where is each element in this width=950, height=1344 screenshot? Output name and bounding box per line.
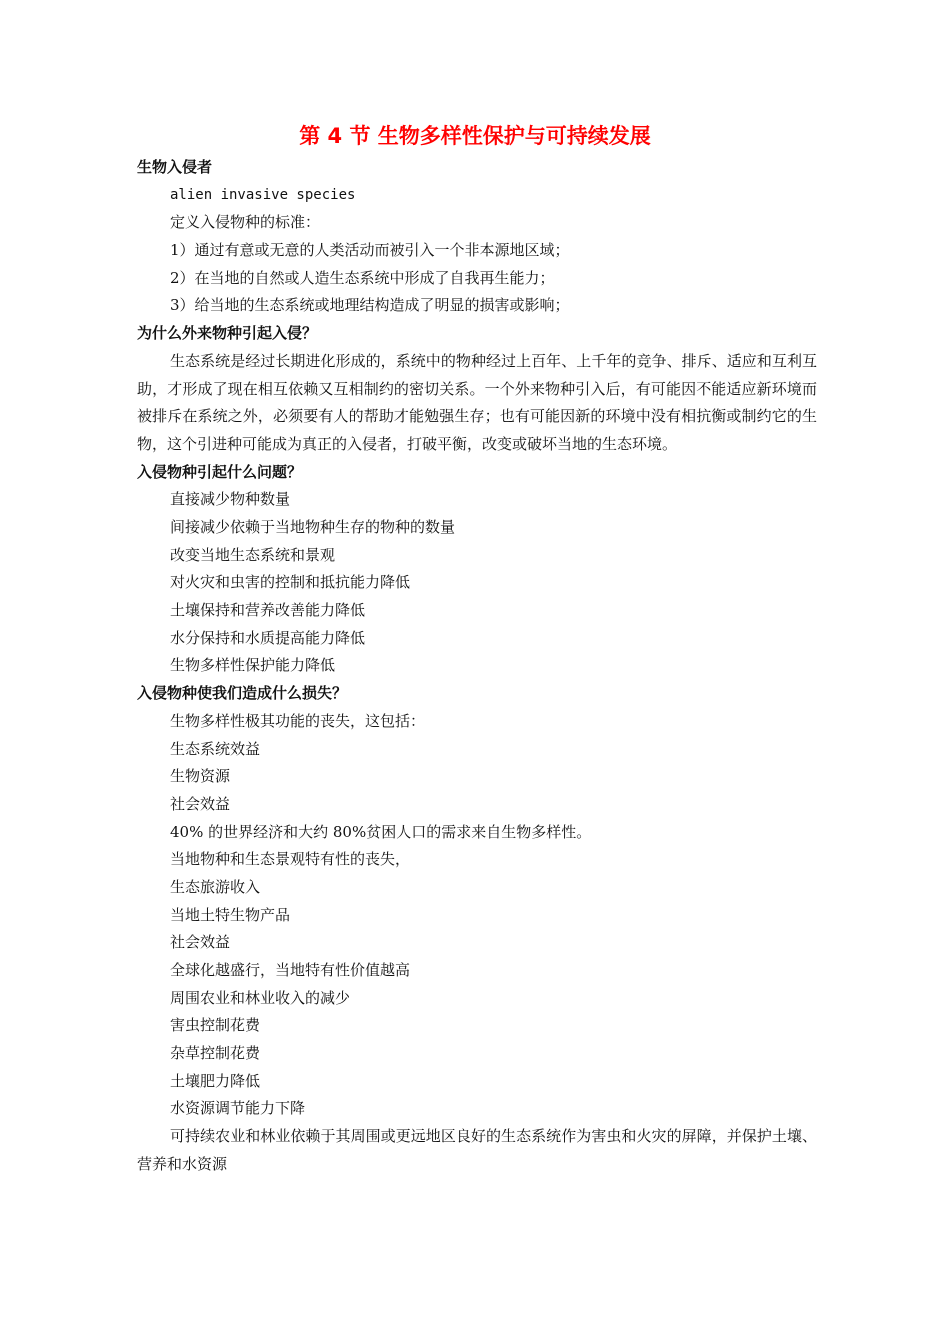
text-line: 杂草控制花费 bbox=[170, 1044, 261, 1063]
text-line: 生物多样性保护能力降低 bbox=[170, 656, 336, 675]
paragraph: 生态系统是经过长期进化形成的，系统中的物种经过上百年、上千年的竞争、排斥、适应和互利互助，才形成了现在相互依赖又互相制约的密切关系。一个外来物种引入后，有可能因不能适应新环境而被排斥在系统之外，必须要有人的帮助才能勉强生存；也有可能因新的环境中没有相抗衡或制约它的生物，这个引进种可能成为真正的入侵者，打破平衡，改变或破坏当地的生态环境。 bbox=[137, 351, 817, 453]
text-line: 40% 的世界经济和大约 80%贫困人口的需求来自生物多样性。 bbox=[170, 822, 592, 841]
document-body bbox=[137, 154, 817, 1179]
text-line: 生物多样性极其功能的丧失，这包括： bbox=[170, 711, 426, 730]
text-line: 改变当地生态系统和景观 bbox=[170, 545, 336, 564]
text-line: 2）在当地的自然或人造生态系统中形成了自我再生能力； bbox=[170, 268, 555, 287]
text-line: 社会效益 bbox=[170, 933, 231, 952]
paragraph: 可持续农业和林业依赖于其周围或更远地区良好的生态系统作为害虫和火灾的屏障，并保护土壤、营养和水资源 bbox=[137, 1127, 817, 1173]
text-line: alien invasive species bbox=[170, 186, 356, 203]
text-line: 对火灾和虫害的控制和抵抗能力降低 bbox=[170, 573, 411, 592]
text-line: 全球化越盛行，当地特有性价值越高 bbox=[170, 961, 411, 979]
page-title: 第 4 节 生物多样性保护与可持续发展 bbox=[299, 124, 651, 148]
text-line: 定义入侵物种的标准： bbox=[170, 213, 321, 232]
text-line: 1）通过有意或无意的人类活动而被引入一个非本源地区域； bbox=[170, 241, 570, 260]
text-line: 土壤保持和营养改善能力降低 bbox=[170, 601, 366, 620]
text-line: 当地土特生物产品 bbox=[170, 905, 291, 924]
text-line: 直接减少物种数量 bbox=[170, 490, 291, 509]
section-heading-losses: 入侵物种使我们造成什么损失？ bbox=[137, 684, 348, 703]
text-line: 当地物种和生态景观特有性的丧失， bbox=[170, 850, 411, 869]
text-line: 间接减少依赖于当地物种生存的物种的数量 bbox=[170, 518, 456, 536]
text-line: 3）给当地的生态系统或地理结构造成了明显的损害或影响； bbox=[170, 296, 570, 315]
section-heading-problems: 入侵物种引起什么问题？ bbox=[137, 462, 303, 481]
text-line: 水分保持和水质提高能力降低 bbox=[170, 628, 366, 647]
section-heading-invaders: 生物入侵者 bbox=[137, 158, 213, 176]
text-line: 生态旅游收入 bbox=[170, 877, 261, 896]
text-line: 生物资源 bbox=[170, 767, 231, 786]
text-line: 水资源调节能力下降 bbox=[170, 1099, 306, 1118]
text-line: 周围农业和林业收入的减少 bbox=[170, 988, 351, 1007]
text-line: 社会效益 bbox=[170, 794, 231, 813]
text-line: 土壤肥力降低 bbox=[170, 1071, 261, 1090]
section-heading-why: 为什么外来物种引起入侵？ bbox=[137, 324, 318, 343]
text-line: 害虫控制花费 bbox=[170, 1016, 261, 1035]
text-line: 生态系统效益 bbox=[170, 739, 261, 758]
